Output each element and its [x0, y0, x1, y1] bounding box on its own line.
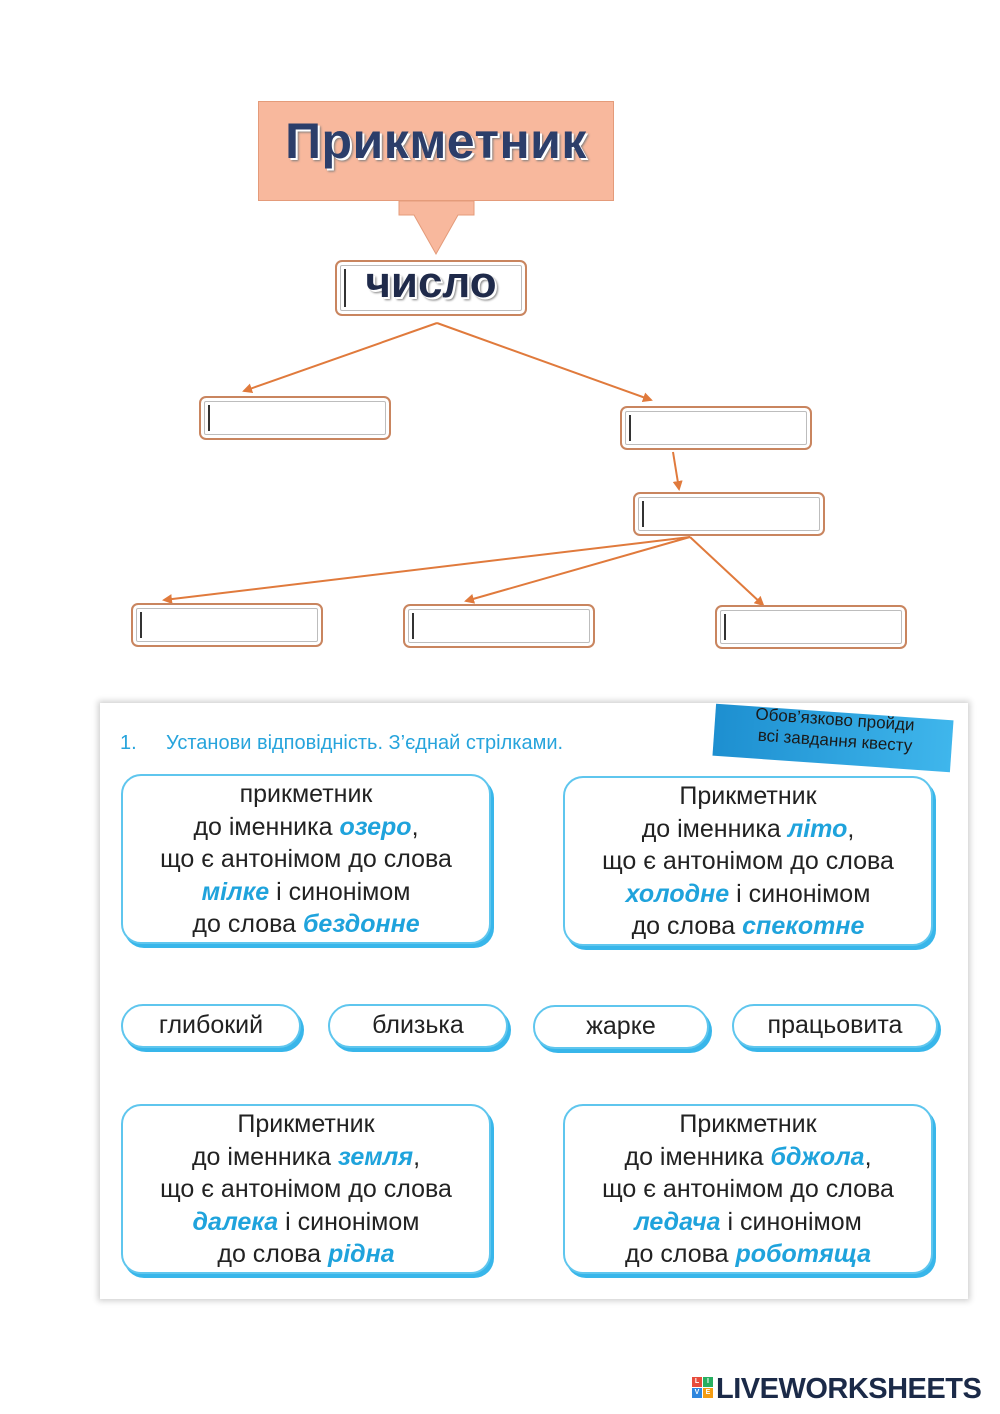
logo-letter: I — [703, 1377, 713, 1387]
diagram-title: Прикметник — [285, 113, 587, 169]
answer-box-2[interactable] — [620, 406, 812, 450]
card-text: до слова — [624, 1240, 736, 1268]
root-label: число — [365, 258, 497, 307]
card-text: , — [847, 814, 855, 843]
card-keyword: бездонне — [302, 910, 420, 938]
word-pill-blyzka[interactable]: близька — [328, 1004, 508, 1048]
brand-name[interactable]: LIVEWORKSHEETS — [716, 1373, 982, 1405]
logo-letter: V — [692, 1388, 702, 1398]
down-arrow-icon — [399, 201, 474, 254]
card-zemlia[interactable] — [121, 1104, 491, 1274]
card-keyword: спекотне — [742, 912, 865, 940]
card-text: до слова — [217, 1240, 328, 1268]
card-line: прикметник — [239, 780, 373, 808]
answer-box-3[interactable] — [633, 492, 825, 536]
card-keyword: далека — [192, 1207, 279, 1236]
card-lito[interactable] — [563, 776, 933, 946]
card-keyword: земля — [337, 1142, 414, 1171]
card-text: до іменника — [624, 1142, 771, 1171]
ribbon-line-1: Обов’язково пройди — [754, 704, 916, 735]
card-text: і синонімом — [729, 879, 871, 908]
word-pill-pratsovyta[interactable]: працьовита — [732, 1004, 938, 1048]
card-keyword: холодне — [625, 879, 730, 908]
arrow-root-right — [437, 323, 651, 400]
card-text: , — [411, 812, 419, 841]
card-text: і синонімом — [269, 877, 411, 906]
card-line: Прикметник — [237, 1110, 375, 1138]
answer-box-6[interactable] — [715, 605, 907, 649]
answer-box-1[interactable] — [199, 396, 391, 440]
card-line: Прикметник — [679, 782, 817, 810]
answer-box-4[interactable] — [131, 603, 323, 647]
logo-letter: E — [703, 1388, 713, 1398]
card-keyword: озеро — [339, 812, 412, 841]
card-keyword: літо — [787, 814, 848, 843]
card-text: до іменника — [193, 812, 340, 841]
arrow-root-left — [244, 323, 437, 391]
card-text: до іменника — [191, 1142, 338, 1171]
diagram-arrows — [0, 0, 1000, 700]
card-keyword: ледача — [634, 1207, 721, 1236]
word-pill-zharke[interactable]: жарке — [533, 1005, 709, 1049]
card-keyword: мілке — [201, 877, 270, 906]
arrow-mid-center — [466, 537, 690, 601]
answer-box-5[interactable] — [403, 604, 595, 648]
card-keyword: роботяща — [735, 1240, 872, 1268]
logo-letter: L — [692, 1377, 702, 1387]
card-line: Прикметник — [679, 1110, 817, 1138]
card-text: до іменника — [641, 814, 788, 843]
arrow-mid-right — [690, 537, 763, 605]
arrow-mid-left — [164, 537, 690, 600]
card-ozero[interactable] — [121, 774, 491, 944]
card-text: , — [864, 1142, 872, 1171]
ribbon-line-2: всі завдання квесту — [757, 725, 913, 756]
card-text: і синонімом — [278, 1207, 420, 1236]
word-pill-hlybokyi[interactable]: глибокий — [121, 1004, 301, 1048]
card-line: що є антонімом до слова — [602, 1175, 894, 1203]
task-instruction: Установи відповідність. З’єднай стрілками. — [166, 732, 564, 754]
card-keyword: бджола — [770, 1142, 865, 1171]
arrow-right-down — [673, 452, 679, 489]
card-keyword: рідна — [327, 1240, 395, 1268]
card-line: що є антонімом до слова — [160, 1175, 452, 1203]
card-bdzhola[interactable] — [563, 1104, 933, 1274]
card-line: що є антонімом до слова — [602, 847, 894, 875]
card-text: , — [413, 1142, 421, 1171]
card-text: до слова — [192, 910, 303, 938]
liveworksheets-logo-icon — [692, 1377, 714, 1399]
card-line: що є антонімом до слова — [160, 845, 452, 873]
card-text: до слова — [631, 912, 743, 940]
card-text: і синонімом — [720, 1207, 862, 1236]
task-number: 1. — [120, 732, 137, 754]
